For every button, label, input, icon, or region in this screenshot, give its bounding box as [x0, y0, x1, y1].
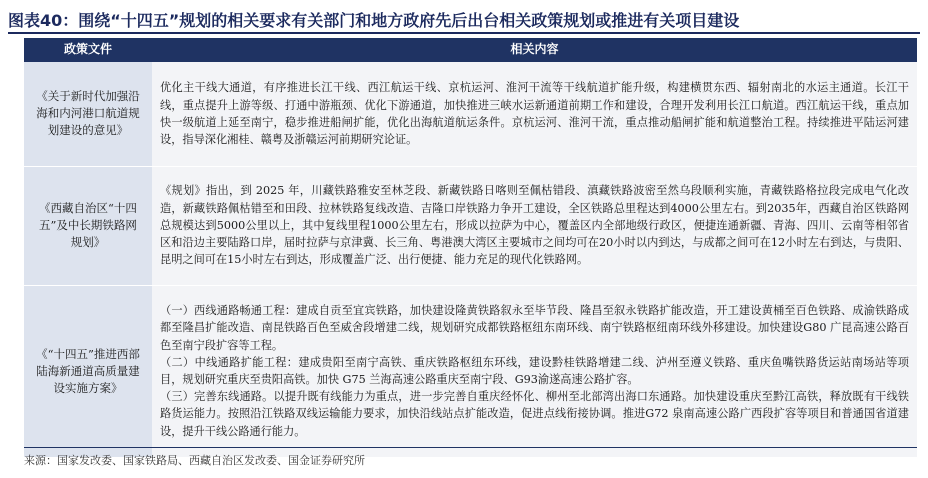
- table-header-row: [24, 38, 917, 62]
- content-paragraph: （三）完善东线通路。以提升既有线能力为重点，进一步完善自重庆经怀化、柳州至北部湾出海口东通路。加快建设重庆至黔江高铁，释放既有干线铁路货运能力。按照沿江铁路双线运输能力要求，加快沿线站点扩能改造，促进点线衔接协调。推进G72 泉南高速公路广西段扩容等项目和普通国省道建设，提升干线公路通行能力。: [160, 390, 909, 438]
- header-policy-document: 政策文件: [24, 38, 152, 62]
- title-underline: [8, 32, 920, 34]
- content-cell: [152, 166, 917, 285]
- figure-title: 图表40：围绕“十四五”规划的相关要求有关部门和地方政府先后出台相关政策规划或推进有关项目建设: [8, 11, 740, 30]
- policy-table: [24, 38, 917, 458]
- content-cell: [152, 62, 917, 166]
- table-row: [24, 62, 917, 166]
- policy-document-cell: 《关于新时代加强沿海和内河港口航道规划建设的意见》: [24, 62, 152, 166]
- content-paragraph: 《规划》指出，到 2025 年，川藏铁路雅安至林芝段、新藏铁路日喀则至佩枯错段、滇藏铁路波密至然乌段顺利实施，青藏铁路格拉段完成电气化改造，新藏铁路佩枯错至和田段、拉林铁路复线改造、吉隆口岸铁路力争开工建设，全区铁路总里程达到4000公里左右。到2035年，西藏自治区铁路网总规模达到5000公里以上，其中复线里程1000公里左右，形成以拉萨为中心，覆盖区内全部地级行政区，便捷连通新疆、青海、四川、云南等相邻省区和沿边主要陆路口岸，届时拉萨与京津冀、长三角、粤港澳大湾区主要城市之间均可在20小时以内到达，与成都之间可在12小时左右到达，与贵阳、昆明之间可在15小时左右到达，形成覆盖广泛、出行便捷、能力充足的现代化铁路网。: [160, 184, 909, 267]
- header-related-content: 相关内容: [152, 38, 917, 62]
- content-paragraph: 优化主干线大通道，有序推进长江干线、西江航运干线、京杭运河、淮河干流等干线航道扩能升级，构建横贯东西、辐射南北的水运主通道。长江干线，重点提升上游等级、打通中游瓶颈、优化下游通道，加快推进三峡水运新通道前期工作和建设，合理开发利用长江口航道。西江航运干线，重点加快一级航道上延至南宁，稳步推进船闸扩能，优化出海航道航运条件。京杭运河、淮河干流，重点推动船闸扩能和航道整治工程。持续推进平陆运河建设，指导深化湘桂、赣粤及浙赣运河前期研究论证。: [160, 81, 909, 146]
- content-paragraph: （二）中线通路扩能工程：建成贵阳至南宁高铁、重庆铁路枢纽东环线，建设黔桂铁路增建二线、泸州至遵义铁路、重庆鱼嘴铁路货运站南场站等项目，规划研究重庆至贵阳高铁。加快 G75 兰海高速公路重庆至南宁段、G93渝遂高速公路扩容。: [160, 355, 909, 386]
- content-cell: [152, 285, 917, 457]
- source-divider: [24, 447, 917, 448]
- source-note: 来源：国家发改委、国家铁路局、西藏自治区发改委、国金证券研究所: [24, 454, 365, 467]
- content-paragraph: （一）西线通路畅通工程：建成自贡至宜宾铁路，加快建设隆黄铁路叙永至毕节段、隆昌至叙永铁路扩能改造，开工建设黄桶至百色铁路、成渝铁路成都至隆昌扩能改造、南昆铁路百色至威舍段增建二线，规划研究成都铁路枢纽东南环线、南宁铁路枢纽南环线外移建设。加快建设G80 广昆高速公路百色至南宁段扩容等工程。: [160, 304, 909, 352]
- policy-document-cell: 《“十四五”推进西部陆海新通道高质量建设实施方案》: [24, 285, 152, 457]
- table-row: [24, 166, 917, 285]
- table-row: [24, 285, 917, 457]
- policy-document-cell: 《西藏自治区“十四五”及中长期铁路网规划》: [24, 166, 152, 285]
